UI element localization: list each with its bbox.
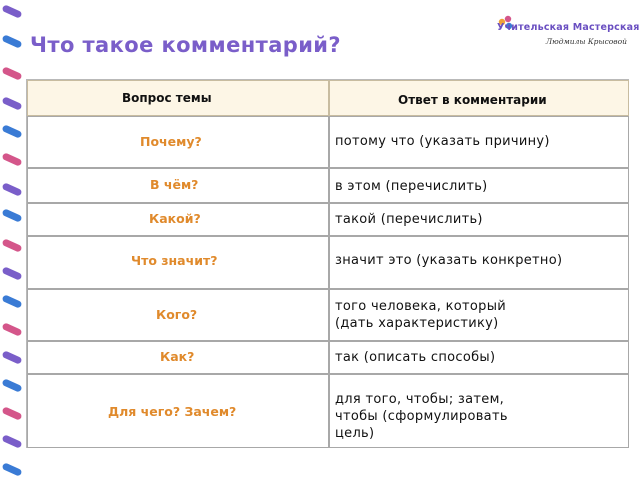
- table-row-question: Что значит?: [27, 236, 329, 289]
- header-cell-answer: Ответ в комментарии: [329, 80, 629, 116]
- table-row-answer: потому что (указать причину): [329, 116, 629, 168]
- table-row-answer: в этом (перечислить): [329, 168, 629, 203]
- logo: [497, 12, 640, 48]
- comment-table: [26, 79, 629, 448]
- table-row-answer: так (описать способы): [329, 341, 629, 374]
- header-cell-question: Вопрос темы: [27, 80, 329, 116]
- table-row-answer: для того, чтобы; затем, чтобы (сформулировать цель): [329, 374, 629, 448]
- page-title: Что такое комментарий?: [30, 33, 342, 57]
- table-row-question: Как?: [27, 341, 329, 374]
- logo-name: Учительская Мастерская: [497, 22, 640, 33]
- table-row-question: Кого?: [27, 289, 329, 341]
- table-row-question: Для чего? Зачем?: [27, 374, 329, 448]
- logo-signature: Людмилы Крысовой: [545, 37, 627, 46]
- table-row-question: В чём?: [27, 168, 329, 203]
- table-row-answer: того человека, который (дать характеристику): [329, 289, 629, 341]
- table-row-answer: такой (перечислить): [329, 203, 629, 236]
- table-row-answer: значит это (указать конкретно): [329, 236, 629, 289]
- table-row-question: Какой?: [27, 203, 329, 236]
- decorative-ribbon: [0, 0, 26, 480]
- table-row-question: Почему?: [27, 116, 329, 168]
